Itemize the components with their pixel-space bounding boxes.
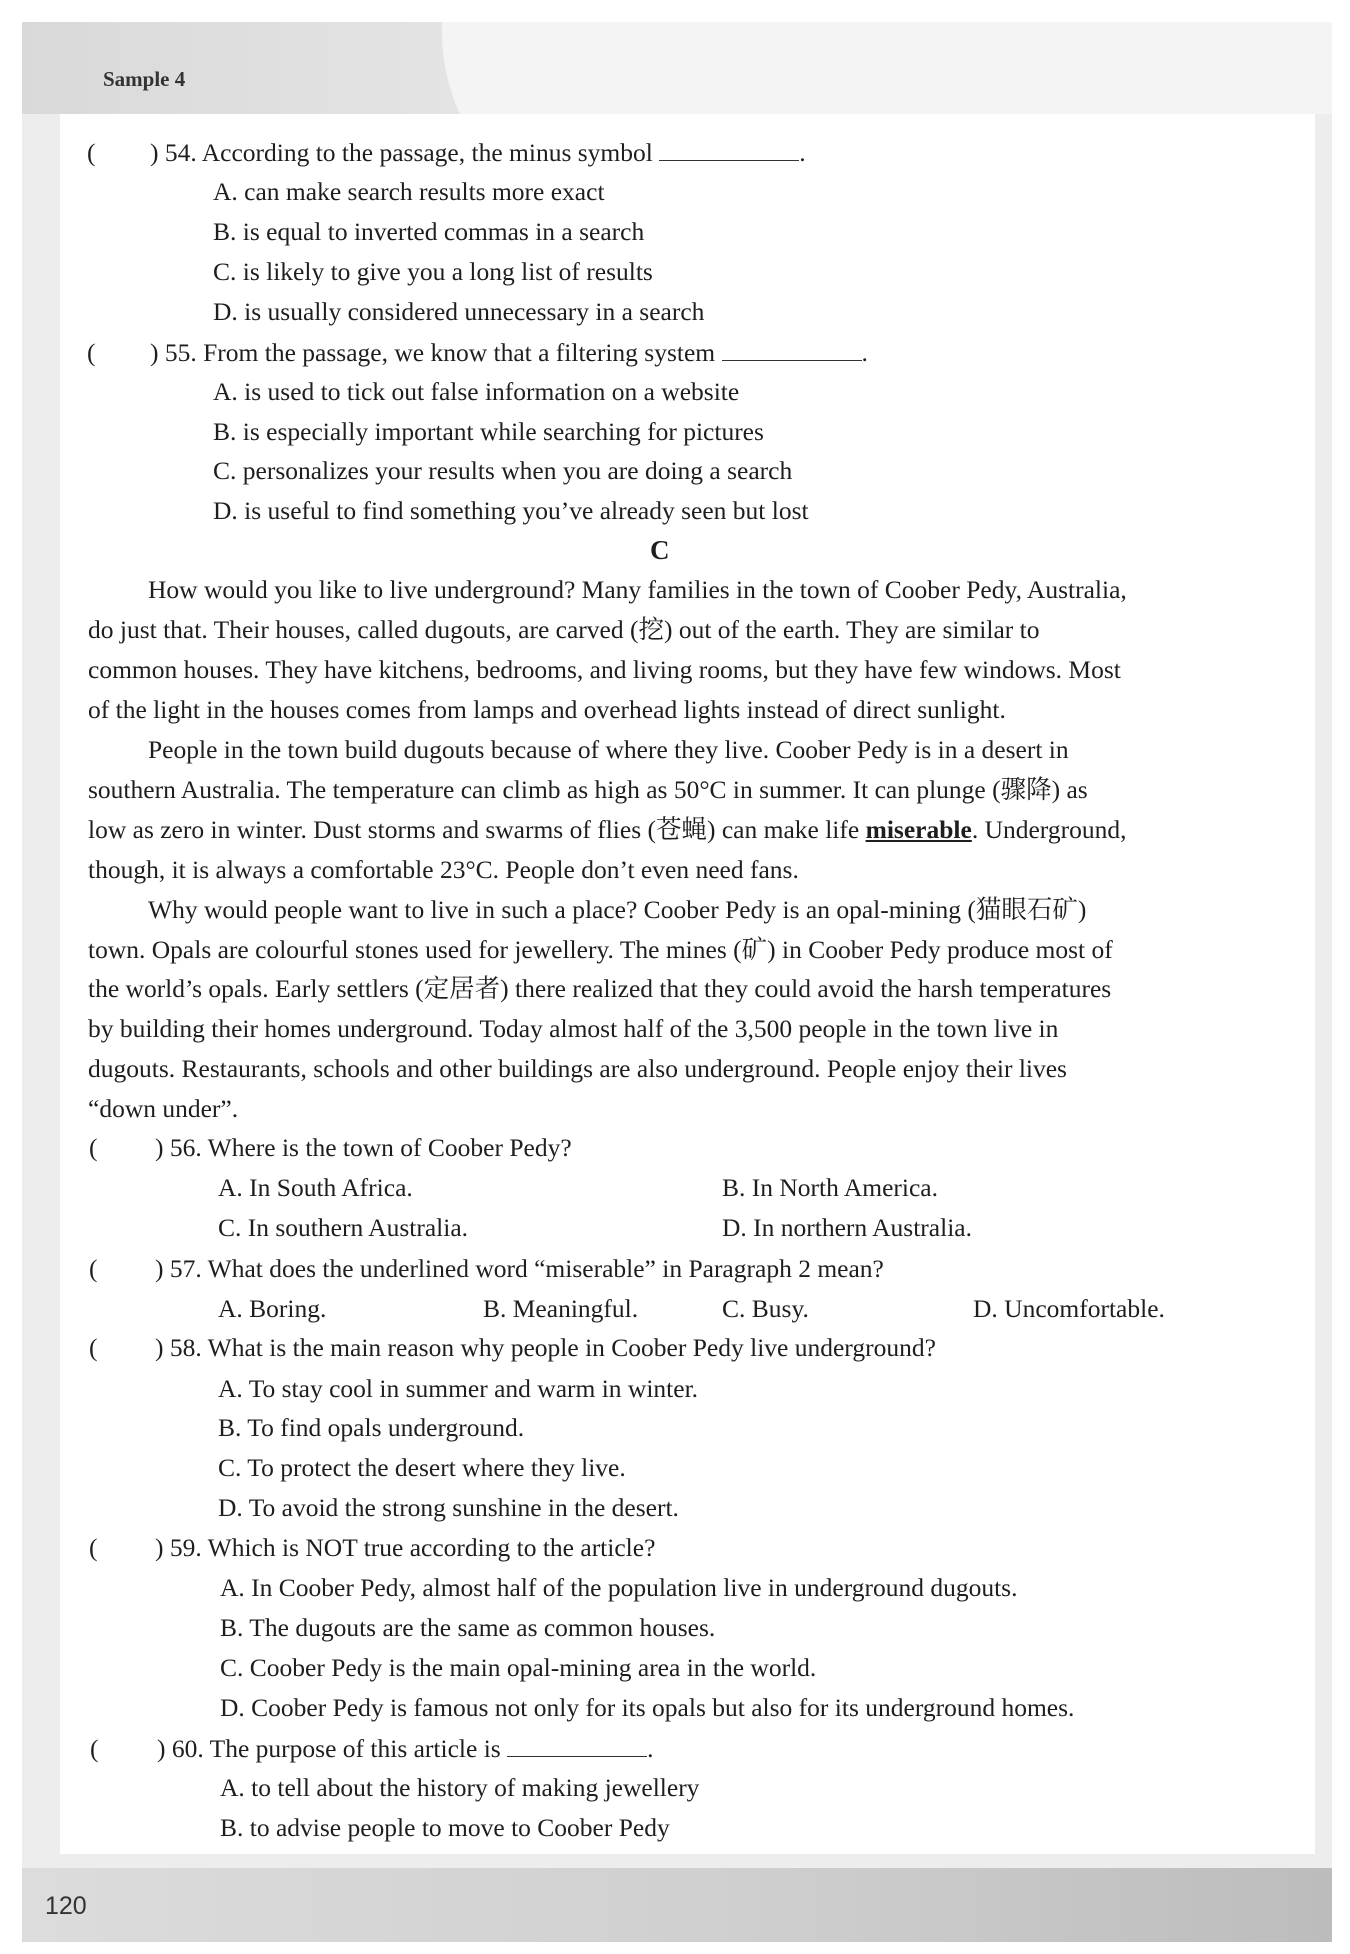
passage-text: . Underground, [971,815,1127,844]
question-stem-text: ) 54. According to the passage, the minus symbol [150,138,653,167]
question-stem-end: . [861,338,868,367]
passage-line: though, it is always a comfortable 23°C. People don’t even need fans. [88,855,799,884]
option-c: C. To protect the desert where they live. [218,1453,626,1482]
answer-blank [722,340,862,361]
header-band [22,22,1332,114]
question-60-stem [157,1734,653,1764]
answer-blank [659,140,799,161]
question-58-stem: ) 58. What is the main reason why people in Coober Pedy live underground? [155,1333,936,1362]
page-number: 120 [45,1892,87,1920]
option-d: D. Coober Pedy is famous not only for its opals but also for its underground homes. [220,1693,1075,1722]
sample-label: Sample 4 [103,67,186,91]
option-a: A. is used to tick out false information on a website [213,377,740,406]
footer-band [22,1868,1332,1942]
option-a: A. In South Africa. [218,1173,413,1202]
passage-line: do just that. Their houses, called dugouts, are carved (挖) out of the earth. They are similar to [88,615,1040,644]
answer-paren: ( [90,1734,99,1763]
option-b: B. In North America. [722,1173,938,1202]
option-b: B. to advise people to move to Coober Pedy [220,1813,670,1842]
option-a: A. can make search results more exact [213,177,605,206]
question-54-stem [150,138,806,168]
option-c: C. personalizes your results when you are doing a search [213,456,793,485]
option-a: A. In Coober Pedy, almost half of the population live in underground dugouts. [220,1573,1018,1602]
passage-line: “down under”. [88,1094,239,1123]
option-c: C. Busy. [722,1294,809,1323]
passage-line: the world’s opals. Early settlers (定居者) there realized that they could avoid the harsh temperatures [88,974,1112,1003]
option-b: B. Meaningful. [483,1294,639,1323]
option-b: B. To find opals underground. [218,1413,525,1442]
passage-line: town. Opals are colourful stones used for jewellery. The mines (矿) in Coober Pedy produce most of [88,935,1113,964]
option-b: B. is equal to inverted commas in a search [213,217,645,246]
question-57-stem: ) 57. What does the underlined word “miserable” in Paragraph 2 mean? [155,1254,884,1283]
passage-line: southern Australia. The temperature can climb as high as 50°C in summer. It can plunge (骤降) as [88,775,1088,804]
option-a: A. Boring. [218,1294,327,1323]
answer-blank [507,1736,647,1757]
passage-line: dugouts. Restaurants, schools and other buildings are also underground. People enjoy their lives [88,1054,1067,1083]
passage-line: Why would people want to live in such a place? Coober Pedy is an opal-mining (猫眼石矿) [148,895,1087,924]
section-heading: C [650,535,670,565]
underlined-word-miserable: miserable [865,815,972,844]
question-stem-text: ) 60. The purpose of this article is [157,1734,501,1763]
passage-line: People in the town build dugouts because of where they live. Coober Pedy is in a desert in [148,735,1069,764]
question-56-stem: ) 56. Where is the town of Coober Pedy? [155,1133,572,1162]
option-a: A. To stay cool in summer and warm in winter. [218,1374,699,1403]
option-c: C. In southern Australia. [218,1213,469,1242]
question-55-stem [150,338,868,368]
option-c: C. Coober Pedy is the main opal-mining area in the world. [220,1653,817,1682]
option-a: A. to tell about the history of making jewellery [220,1773,700,1802]
option-d: D. In northern Australia. [722,1213,972,1242]
answer-paren: ( [87,138,96,167]
passage-line: of the light in the houses comes from lamps and overhead lights instead of direct sunlight. [88,695,1006,724]
passage-text: low as zero in winter. Dust storms and swarms of flies (苍蝇) can make life [88,815,866,844]
question-stem-end: . [799,138,806,167]
option-b: B. The dugouts are the same as common houses. [220,1613,716,1642]
option-d: D. is useful to find something you’ve already seen but lost [213,496,809,525]
question-stem-end: . [647,1734,654,1763]
answer-paren: ( [89,1133,98,1162]
answer-paren: ( [89,1533,98,1562]
option-b: B. is especially important while searching for pictures [213,417,764,446]
answer-paren: ( [87,338,96,367]
question-59-stem: ) 59. Which is NOT true according to the article? [155,1533,656,1562]
passage-line [88,815,1126,845]
option-d: D. Uncomfortable. [973,1294,1165,1323]
question-stem-text: ) 55. From the passage, we know that a filtering system [150,338,716,367]
answer-paren: ( [89,1254,98,1283]
option-c: C. is likely to give you a long list of results [213,257,653,286]
option-d: D. To avoid the strong sunshine in the desert. [218,1493,679,1522]
answer-paren: ( [89,1333,98,1362]
passage-line: by building their homes underground. Today almost half of the 3,500 people in the town live in [88,1014,1059,1043]
passage-line: How would you like to live underground? Many families in the town of Coober Pedy, Australia, [148,575,1127,604]
header-decoration [442,22,1332,114]
option-d: D. is usually considered unnecessary in a search [213,297,705,326]
passage-line: common houses. They have kitchens, bedrooms, and living rooms, but they have few windows. Most [88,655,1121,684]
